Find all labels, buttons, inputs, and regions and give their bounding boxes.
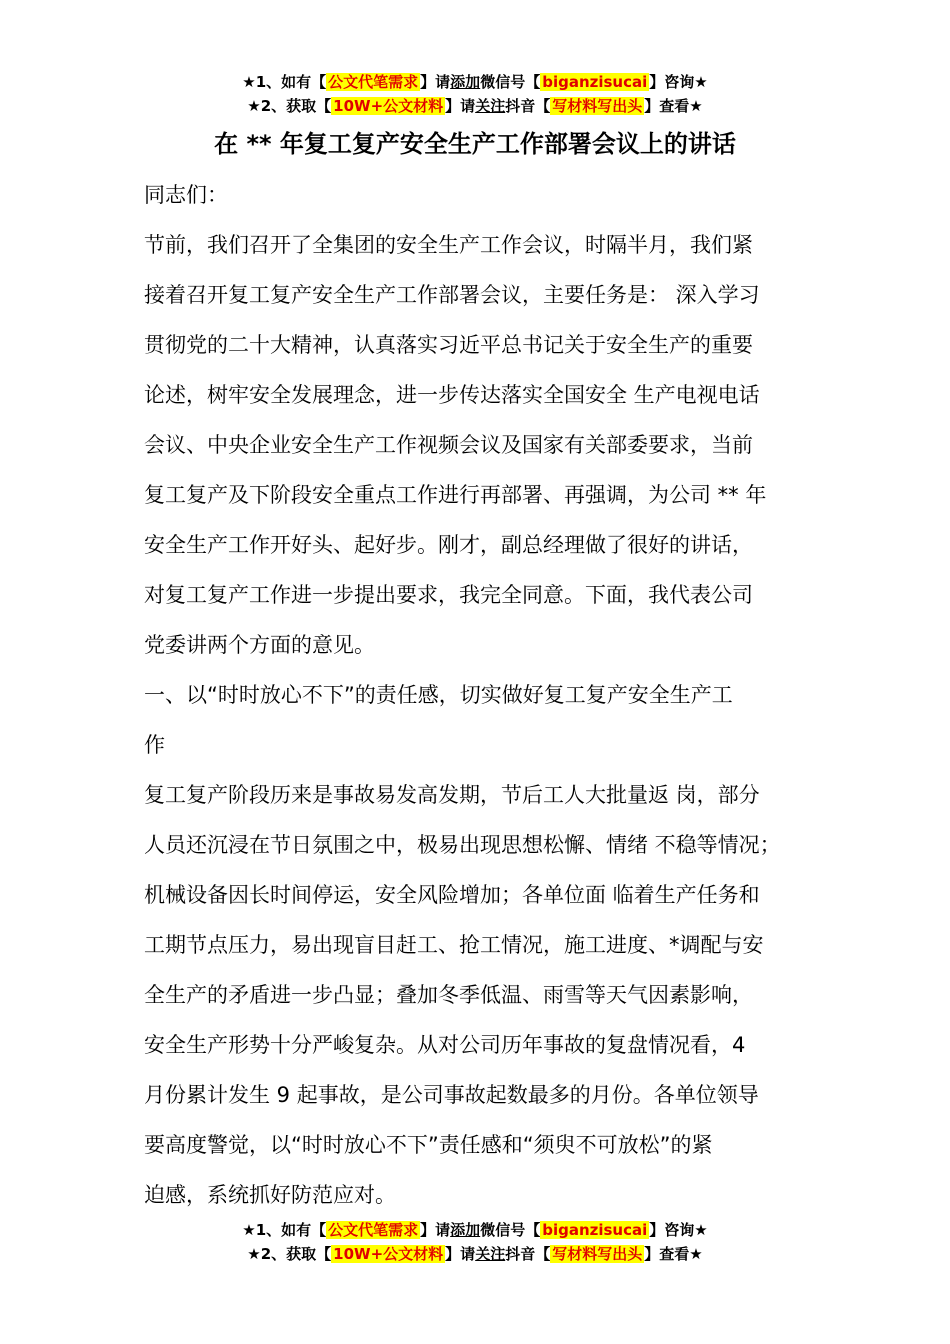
body-line: 要高度警觉，以“时时放心不下”责任感和“须臾不可放松”的紧	[144, 1133, 713, 1157]
body-line: 接着召开复工复产安全生产工作部署会议，主要任务是： 深入学习	[144, 283, 760, 307]
star-icon: ★	[689, 1245, 703, 1263]
body-line: 复工复产及下阶段安全重点工作进行再部署、再强调，为公司 ** 年	[144, 483, 767, 507]
star-icon: ★	[247, 97, 261, 115]
body-line: 迫感，系统抓好防范应对。	[144, 1183, 396, 1207]
promo-line-1: ★1、如有【 公文代笔需求 】请添加微信号【 biganzisucai 】咨询★	[242, 1221, 708, 1239]
body-line: 工期节点压力，易出现盲目赶工、抢工情况，施工进度、*调配与安	[144, 933, 764, 957]
highlight-materials: 10W+公文材料	[333, 1245, 444, 1263]
highlight-service: 公文代笔需求	[328, 73, 419, 91]
highlight-service: 公文代笔需求	[328, 1221, 419, 1239]
promo-line-2: ★2、获取【 10W+公文材料 】请关注抖音【 写材料写出头 】查看★	[247, 1245, 703, 1263]
star-icon: ★	[242, 73, 256, 91]
promo-line-1: ★1、如有【 公文代笔需求 】请添加微信号【 biganzisucai 】咨询★	[242, 73, 708, 91]
body-line: 安全生产形势十分严峻复杂。从对公司历年事故的复盘情况看，4	[144, 1033, 746, 1057]
body-line: 全生产的矛盾进一步凸显；叠加冬季低温、雨雪等天气因素影响，	[144, 983, 753, 1007]
body-line: 贯彻党的二十大精神，认真落实习近平总书记关于安全生产的重要	[144, 333, 753, 357]
promo-banner-bottom	[0, 1218, 950, 1266]
star-icon: ★	[242, 1221, 256, 1239]
body-line: 人员还沉浸在节日氛围之中，极易出现思想松懈、情绪 不稳等情况；	[144, 833, 781, 857]
star-icon: ★	[247, 1245, 261, 1263]
body-line: 对复工复产工作进一步提出要求，我完全同意。下面，我代表公司	[144, 583, 753, 607]
promo-line-2: ★2、获取【 10W+公文材料 】请关注抖音【 写材料写出头 】查看★	[247, 97, 703, 115]
body-line: 节前，我们召开了全集团的安全生产工作会议，时隔半月，我们紧	[144, 233, 753, 257]
highlight-douyin-account: 写材料写出头	[552, 1245, 643, 1263]
document-title: 在 ** 年复工复产安全生产工作部署会议上的讲话	[214, 130, 736, 158]
section-heading: 作	[144, 733, 165, 757]
section-heading: 一、以“时时放心不下”的责任感，切实做好复工复产安全生产工	[144, 683, 733, 707]
highlight-materials: 10W+公文材料	[333, 97, 444, 115]
body-line: 党委讲两个方面的意见。	[144, 633, 375, 657]
body-line: 月份累计发生 9 起事故，是公司事故起数最多的月份。各单位领导	[144, 1083, 759, 1107]
document-body	[144, 170, 834, 1220]
star-icon: ★	[694, 73, 708, 91]
body-line: 会议、中央企业安全生产工作视频会议及国家有关部委要求，当前	[144, 433, 753, 457]
highlight-wechat-id: biganzisucai	[542, 1221, 648, 1239]
highlight-douyin-account: 写材料写出头	[552, 97, 643, 115]
body-line: 复工复产阶段历来是事故易发高发期，节后工人大批量返 岗，部分	[144, 783, 760, 807]
body-line: 机械设备因长时间停运，安全风险增加；各单位面 临着生产任务和	[144, 883, 760, 907]
star-icon: ★	[694, 1221, 708, 1239]
body-line: 同志们：	[144, 183, 228, 207]
body-line: 论述，树牢安全发展理念，进一步传达落实全国安全 生产电视电话	[144, 383, 760, 407]
promo-banner-top	[0, 70, 950, 118]
body-line: 安全生产工作开好头、起好步。刚才，副总经理做了很好的讲话，	[144, 533, 753, 557]
star-icon: ★	[689, 97, 703, 115]
highlight-wechat-id: biganzisucai	[542, 73, 648, 91]
